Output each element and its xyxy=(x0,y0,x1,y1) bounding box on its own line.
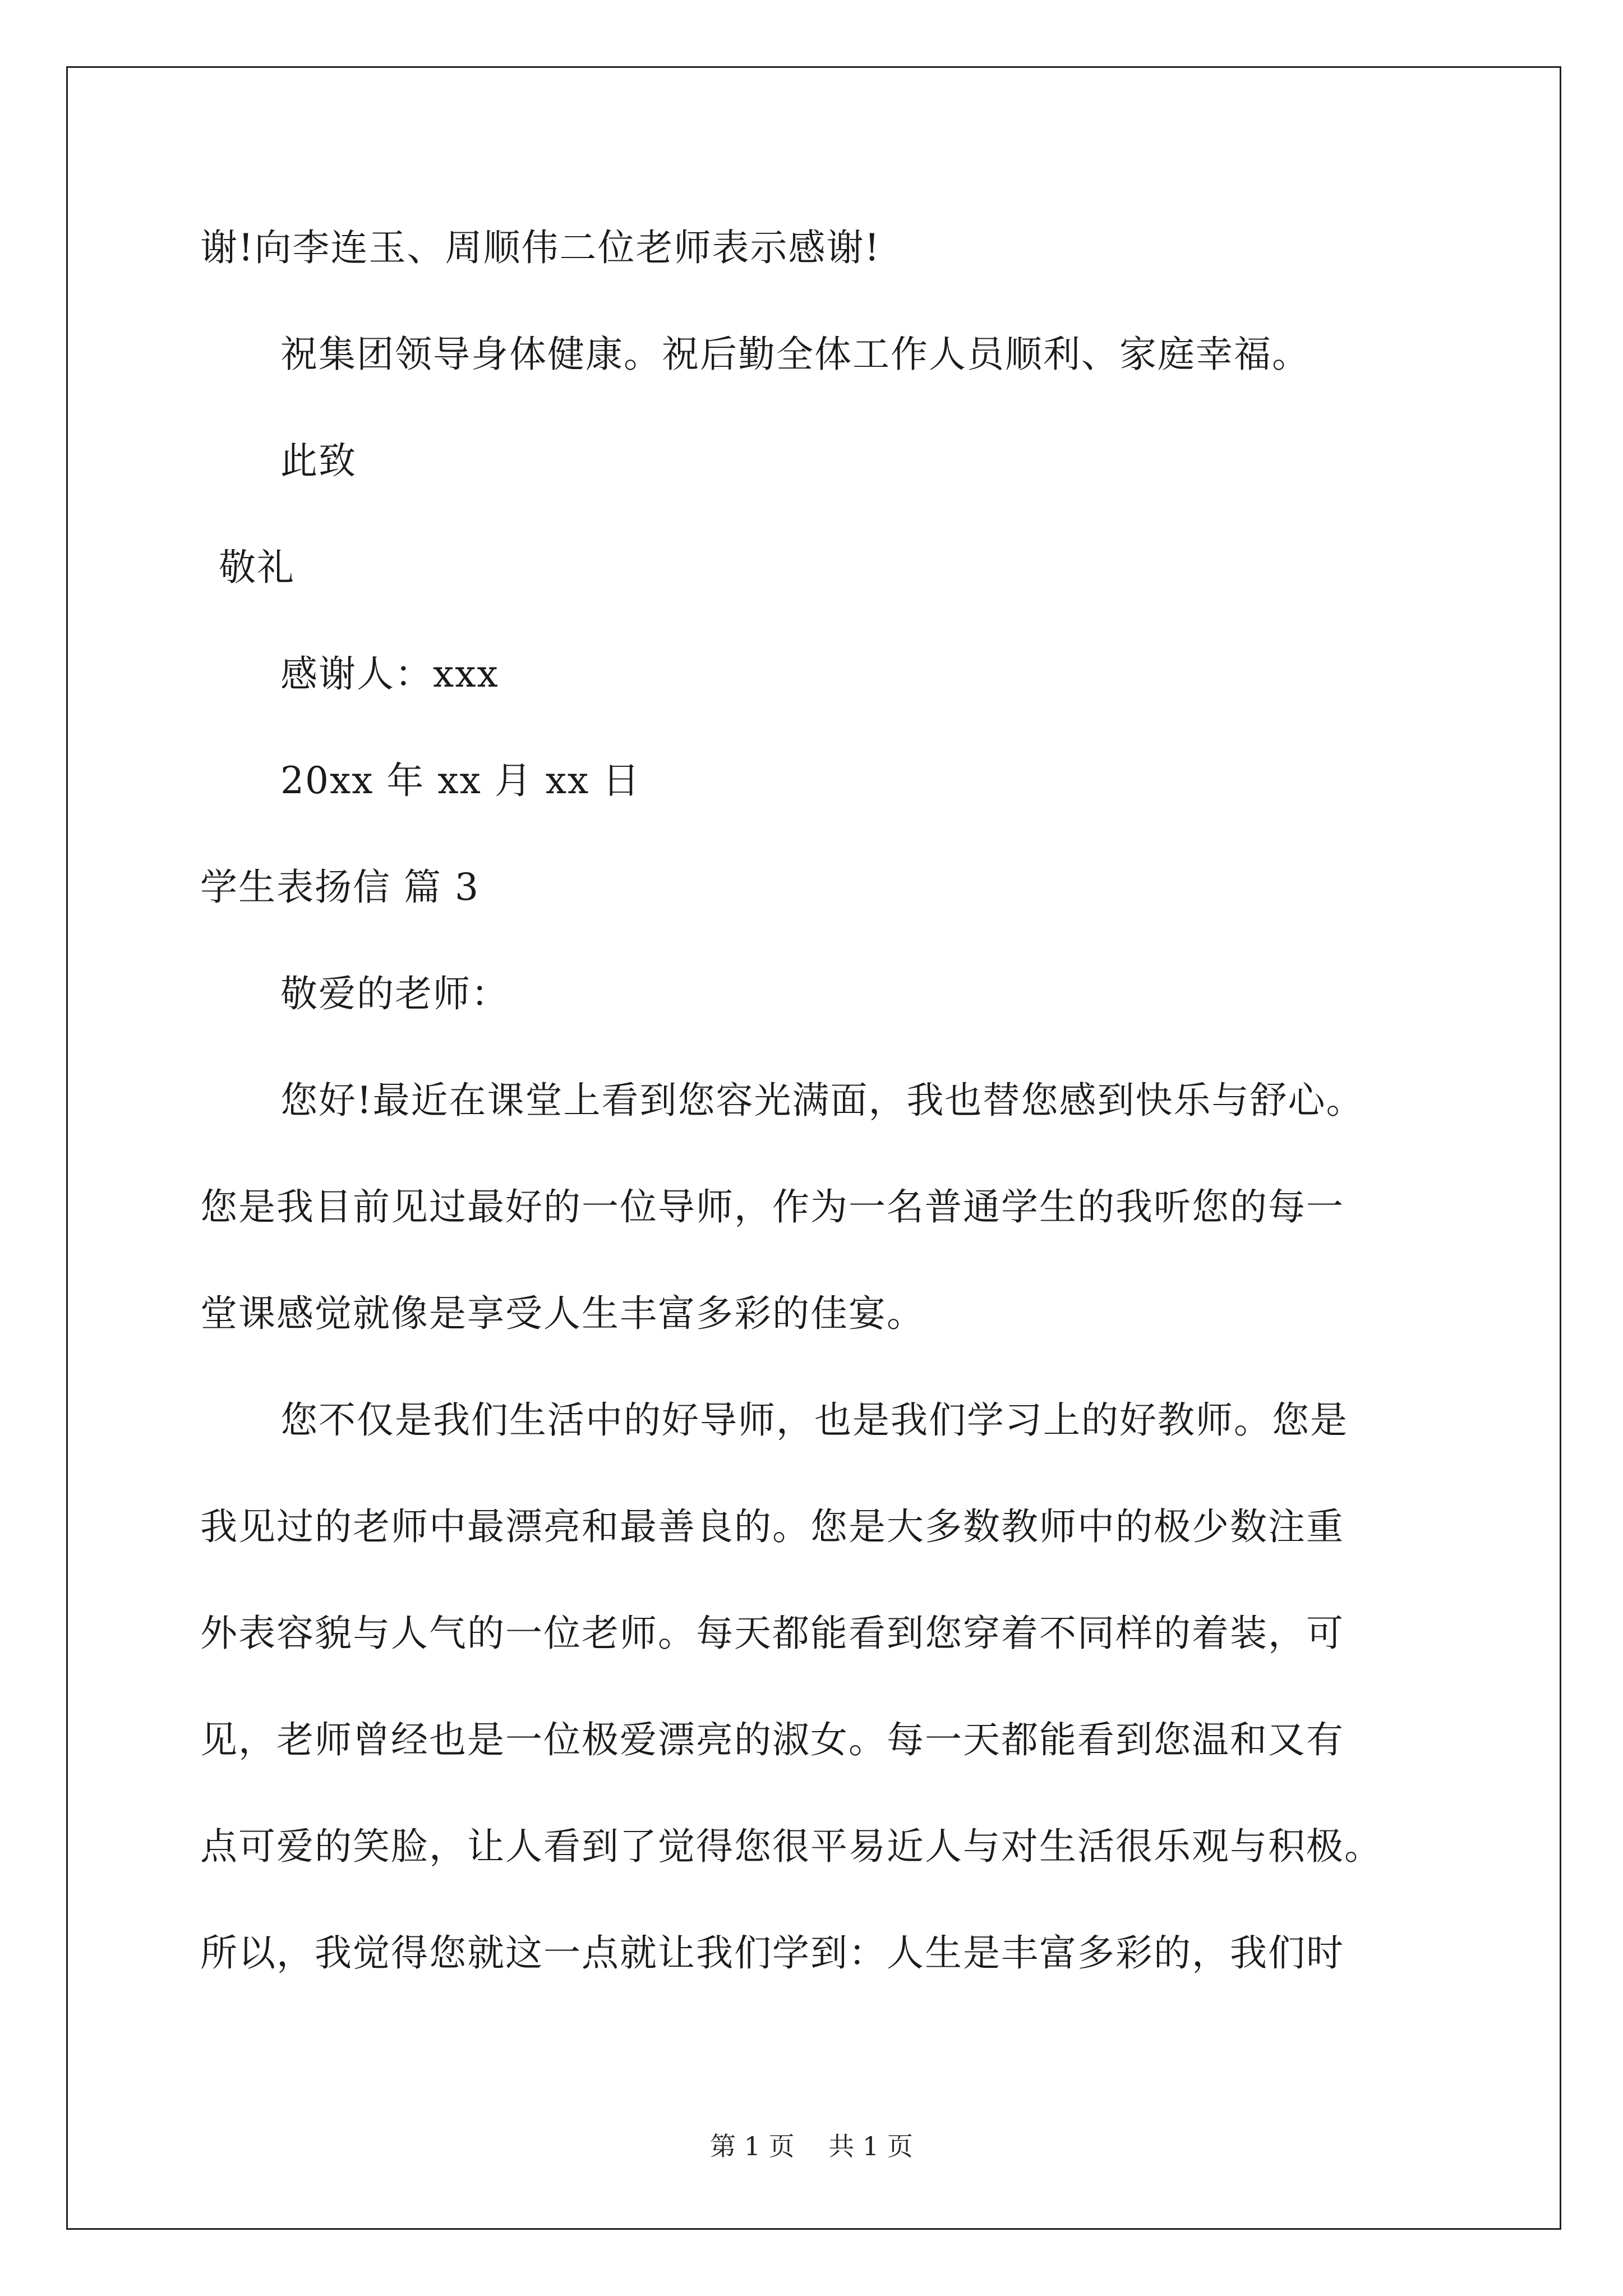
text-line-16: 点可爱的笑脸，让人看到了觉得您很平易近人与对生活很乐观与积极。 xyxy=(200,1825,1382,1868)
page-number-footer: 第 1 页 共 1 页 xyxy=(710,2131,913,2161)
text-line-2: 祝集团领导身体健康。祝后勤全体工作人员顺利、家庭幸福。 xyxy=(280,333,1310,376)
section-heading: 学生表扬信 篇 3 xyxy=(200,866,479,909)
text-line-9: 您好!最近在课堂上看到您容光满面，我也替您感到快乐与舒心。 xyxy=(280,1079,1364,1122)
closing-regards: 敬礼 xyxy=(219,546,295,589)
text-line-12: 您不仅是我们生活中的好导师，也是我们学习上的好教师。您是 xyxy=(280,1398,1348,1442)
text-line-13: 我见过的老师中最漂亮和最善良的。您是大多数教师中的极少数注重 xyxy=(200,1505,1344,1548)
text-line-15: 见，老师曾经也是一位极爱漂亮的淑女。每一天都能看到您温和又有 xyxy=(200,1718,1344,1761)
closing-salutation: 此致 xyxy=(280,439,357,482)
text-line-10: 您是我目前见过最好的一位导师，作为一名普通学生的我听您的每一 xyxy=(200,1185,1344,1228)
greeting-line: 敬爱的老师： xyxy=(280,972,509,1015)
date-line: 20xx 年 xx 月 xx 日 xyxy=(280,759,641,802)
signature-line: 感谢人：xxx xyxy=(280,652,499,696)
text-line-11: 堂课感觉就像是享受人生丰富多彩的佳宴。 xyxy=(200,1292,925,1335)
page-border xyxy=(66,66,1561,2230)
text-line-17: 所以，我觉得您就这一点就让我们学到：人生是丰富多彩的，我们时 xyxy=(200,1931,1344,1975)
text-line-1: 谢!向李连玉、周顺伟二位老师表示感谢! xyxy=(200,226,881,269)
text-line-14: 外表容貌与人气的一位老师。每天都能看到您穿着不同样的着装，可 xyxy=(200,1612,1344,1655)
